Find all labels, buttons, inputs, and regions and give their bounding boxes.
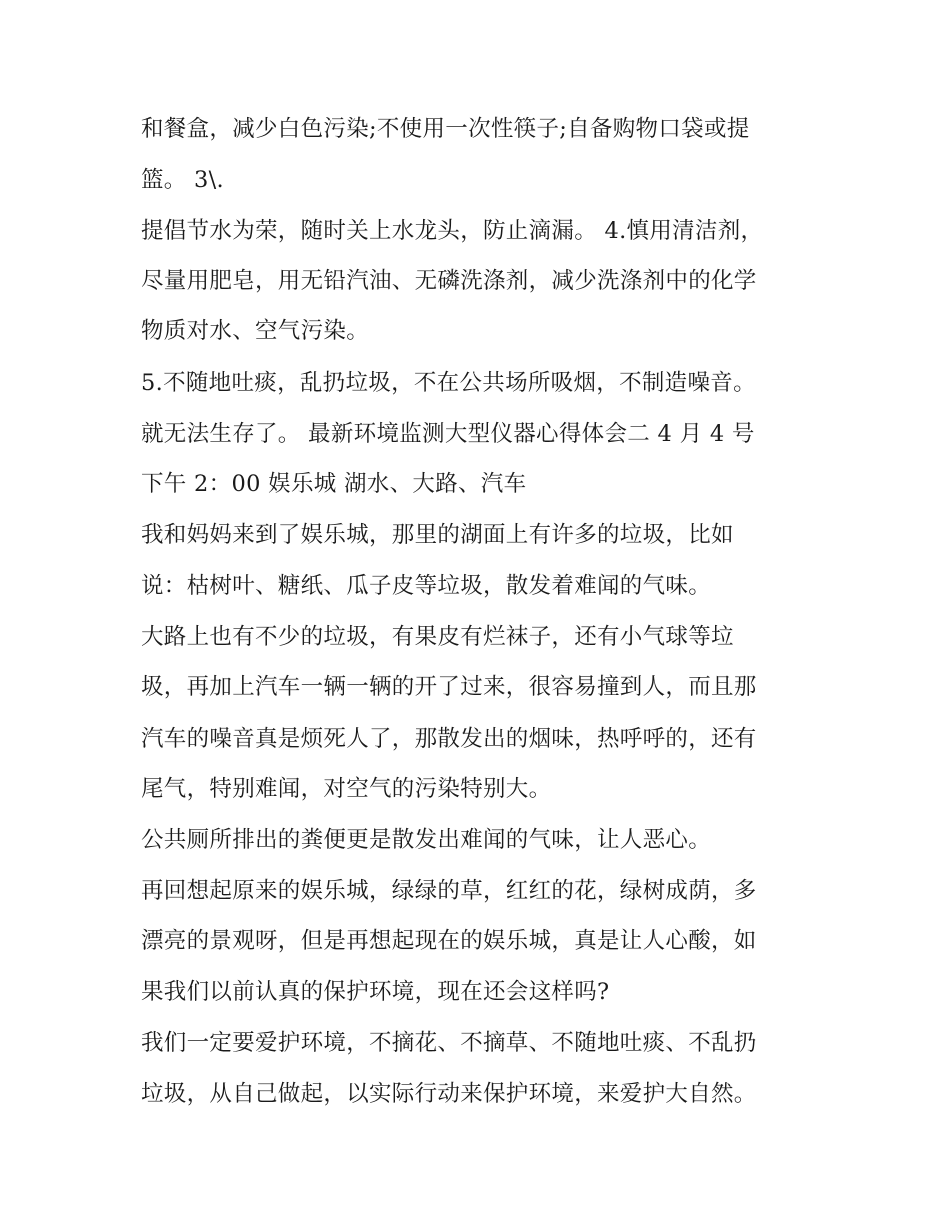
text-line: 尽量用肥皂，用无铅汽油、无磷洗涤剂，减少洗涤剂中的化学 [141,268,757,294]
text-line: 和餐盒，减少白色污染;不使用一次性筷子;自备购物口袋或提 [141,116,750,142]
text-line: 垃圾，从自己做起，以实际行动来保护环境，来爱护大自然。 [141,1081,757,1107]
text-line: 我和妈妈来到了娱乐城，那里的湖面上有许多的垃圾，比如 [141,522,734,548]
text-line: 物质对水、空气污染。 [141,318,370,344]
text-line: 大路上也有不少的垃圾，有果皮有烂袜子，还有小气球等垃 [141,624,734,650]
text-line: 我们一定要爱护环境，不摘花、不摘草、不随地吐痰、不乱扔 [141,1030,757,1056]
text-line: 果我们以前认真的保护环境，现在还会这样吗? [141,979,610,1005]
text-line: 汽车的噪音真是烦死人了，那散发出的烟味，热呼呼的，还有 [141,726,757,752]
text-line: 提倡节水为荣，随时关上水龙头，防止滴漏。 4.慎用清洁剂， [141,218,764,244]
text-line: 篮。 3\. [141,167,224,193]
text-line: 尾气，特别难闻，对空气的污染特别大。 [141,776,552,802]
text-line: 就无法生存了。 最新环境监测大型仪器心得体会二 4 月 4 号 [141,421,755,447]
text-line: 说：枯树叶、糖纸、瓜子皮等垃圾，散发着难闻的气味。 [141,573,712,599]
text-line: 圾，再加上汽车一辆一辆的开了过来，很容易撞到人，而且那 [141,674,757,700]
text-line: 再回想起原来的娱乐城，绿绿的草，红红的花，绿树成荫，多 [141,878,757,904]
text-line: 下午 2：00 娱乐城 湖水、大路、汽车 [141,471,527,497]
text-line: 漂亮的景观呀，但是再想起现在的娱乐城，真是让人心酸，如 [141,928,757,954]
text-line: 公共厕所排出的粪便更是散发出难闻的气味，让人恶心。 [141,827,712,853]
text-line: 5.不随地吐痰，乱扔垃圾，不在公共场所吸烟，不制造噪音。 [141,370,756,396]
